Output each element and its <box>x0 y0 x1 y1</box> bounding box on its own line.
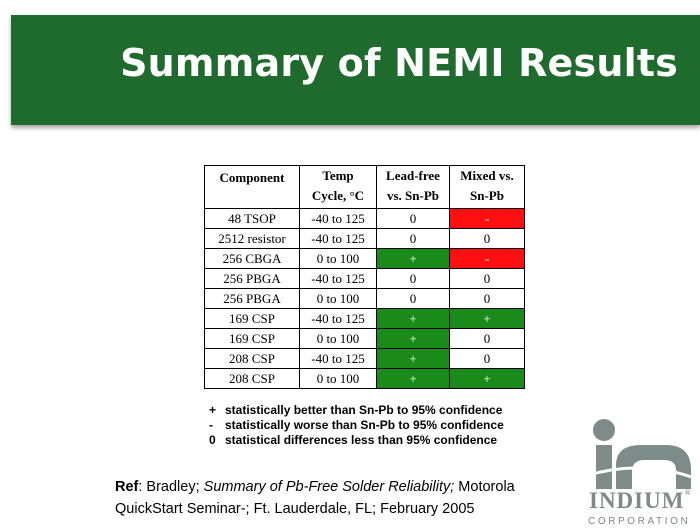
cell-temp-cycle: 0 to 100 <box>300 289 377 309</box>
cell-mixed: 0 <box>450 329 525 349</box>
reference-work-title: Summary of Pb-Free Solder Reliability; <box>203 479 455 495</box>
table-row <box>205 349 525 369</box>
page-title: Summary of NEMI Results <box>120 41 678 85</box>
cell-mixed: - <box>450 209 525 229</box>
cell-mixed: 0 <box>450 349 525 369</box>
reference-authors: : Bradley; <box>138 479 204 495</box>
header-mixed <box>450 166 525 209</box>
cell-temp-cycle: -40 to 125 <box>300 269 377 289</box>
logo-name-text: INDIUM <box>589 488 685 513</box>
header-mixed-line1: Mixed vs. <box>460 168 514 183</box>
cell-temp-cycle: 0 to 100 <box>300 249 377 269</box>
header-lead-free <box>377 166 450 209</box>
cell-lead-free: + <box>377 309 450 329</box>
legend-item <box>209 403 504 418</box>
cell-component: 2512 resistor <box>205 229 300 249</box>
results-table <box>204 165 525 389</box>
cell-component: 169 CSP <box>205 309 300 329</box>
cell-component: 256 CBGA <box>205 249 300 269</box>
cell-component: 256 PBGA <box>205 269 300 289</box>
legend-symbol: 0 <box>209 433 216 447</box>
table-row <box>205 289 525 309</box>
cell-lead-free: 0 <box>377 209 450 229</box>
legend-text: statistical differences less than 95% confidence <box>225 433 498 447</box>
cell-component: 208 CSP <box>205 349 300 369</box>
header-temp-line2: Cycle, °C <box>311 188 365 203</box>
logo-dot <box>593 419 615 441</box>
header-component <box>205 166 300 209</box>
cell-mixed: - <box>450 249 525 269</box>
cell-temp-cycle: -40 to 125 <box>300 209 377 229</box>
cell-component: 208 CSP <box>205 369 300 389</box>
table-row <box>205 269 525 289</box>
cell-mixed: 0 <box>450 289 525 309</box>
title-banner <box>11 15 700 125</box>
table-row <box>205 309 525 329</box>
legend <box>209 403 504 448</box>
cell-mixed: + <box>450 369 525 389</box>
cell-component: 169 CSP <box>205 329 300 349</box>
cell-lead-free: + <box>377 329 450 349</box>
logo-registered-mark: ® <box>684 488 692 497</box>
header-temp-line1: Temp <box>322 168 354 183</box>
logo-name <box>589 488 691 514</box>
header-mixed-line2: Sn-Pb <box>470 188 504 203</box>
legend-item <box>209 418 504 433</box>
cell-lead-free: + <box>377 249 450 269</box>
legend-text: statistically better than Sn-Pb to 95% confidence <box>225 403 503 417</box>
header-lead-line1: Lead-free <box>386 168 440 183</box>
cell-component: 256 PBGA <box>205 289 300 309</box>
cell-lead-free: + <box>377 369 450 389</box>
cell-temp-cycle: 0 to 100 <box>300 329 377 349</box>
cell-lead-free: 0 <box>377 289 450 309</box>
cell-mixed: 0 <box>450 269 525 289</box>
cell-lead-free: 0 <box>377 269 450 289</box>
table-row <box>205 229 525 249</box>
reference-details: Motorola QuickStart Seminar-; Ft. Lauderdale, FL; February 2005 <box>115 479 515 517</box>
cell-temp-cycle: -40 to 125 <box>300 309 377 329</box>
table-row <box>205 209 525 229</box>
legend-symbol: - <box>209 418 213 432</box>
cell-mixed: 0 <box>450 229 525 249</box>
table-row <box>205 369 525 389</box>
header-lead-line2: vs. Sn-Pb <box>386 188 440 203</box>
logo-pillar <box>596 445 612 489</box>
cell-temp-cycle: -40 to 125 <box>300 349 377 369</box>
cell-temp-cycle: 0 to 100 <box>300 369 377 389</box>
legend-symbol: + <box>209 403 217 417</box>
cell-lead-free: + <box>377 349 450 369</box>
table-row <box>205 249 525 269</box>
table-row <box>205 329 525 349</box>
header-temp-cycle <box>300 166 377 209</box>
logo-subtitle: CORPORATION <box>588 516 691 527</box>
cell-component: 48 TSOP <box>205 209 300 229</box>
header-component-label: Component <box>219 170 285 185</box>
cell-mixed: + <box>450 309 525 329</box>
table-header-row <box>205 166 525 209</box>
reference-citation <box>115 476 575 520</box>
cell-lead-free: 0 <box>377 229 450 249</box>
legend-item <box>209 433 504 448</box>
reference-label: Ref <box>115 479 139 495</box>
cell-temp-cycle: -40 to 125 <box>300 229 377 249</box>
legend-text: statistically worse than Sn-Pb to 95% confidence <box>225 418 504 432</box>
